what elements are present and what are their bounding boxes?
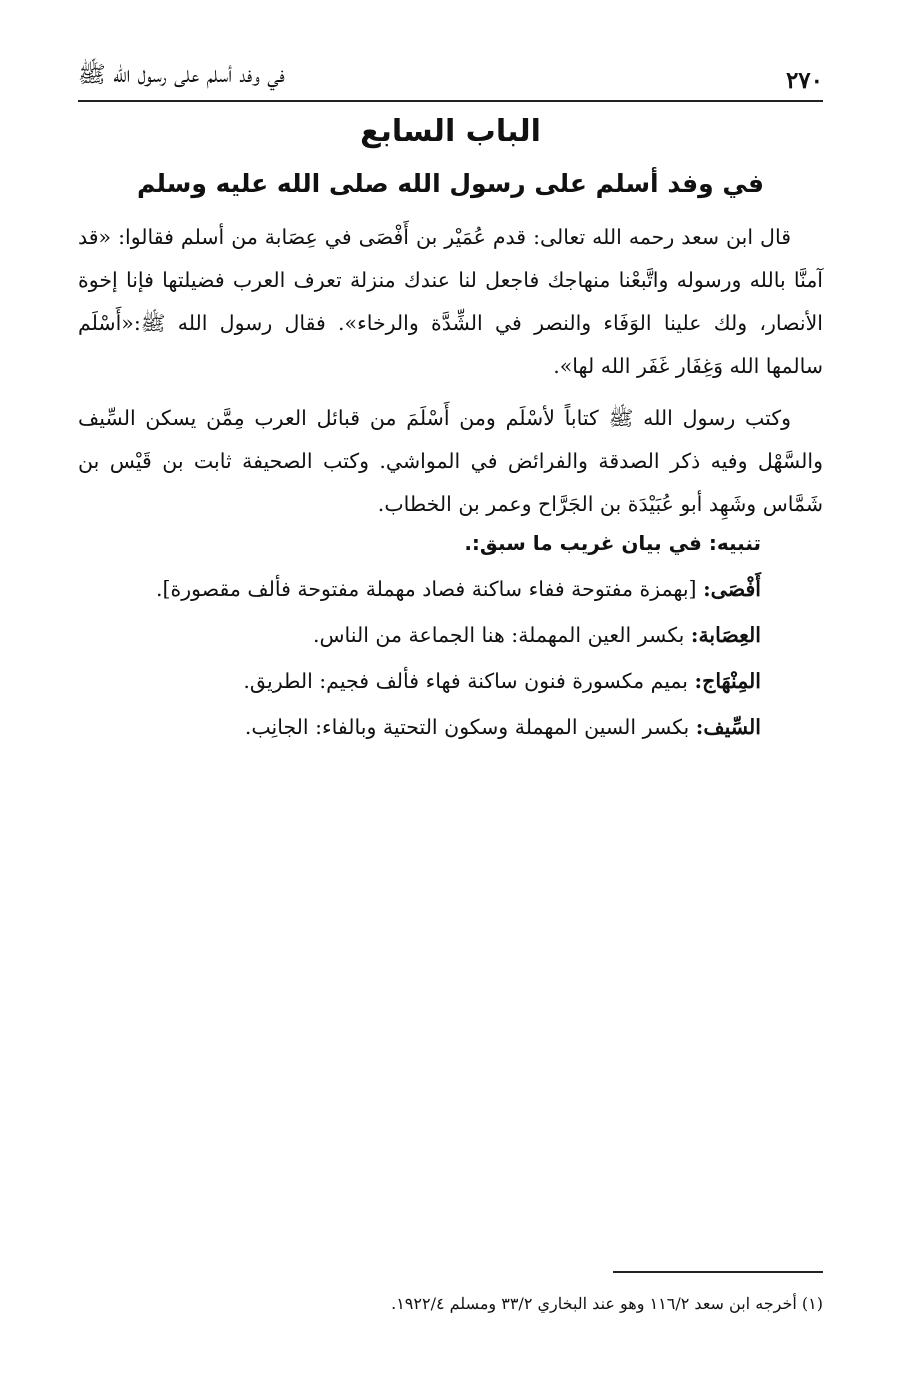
glossary-item	[78, 612, 761, 658]
glossary-term: العِصَابة:	[690, 623, 761, 647]
glossary-term: أَفْصَى:	[703, 577, 761, 601]
chapter-subtitle: في وفد أسلم على رسول الله صلى الله عليه وسلم	[136, 169, 765, 198]
glossary-item	[78, 658, 761, 704]
glossary-definition: بكسر العين المهملة: هنا الجماعة من الناس.	[312, 623, 691, 647]
glossary-definition: بكسر السين المهملة وسكون التحتية وبالفاء: الجانِب.	[244, 715, 696, 739]
footnote-divider	[613, 1271, 823, 1273]
glossary-notes	[78, 520, 761, 750]
page-number: ٢٧٠	[785, 67, 823, 94]
chapter-title: الباب السابع	[360, 114, 541, 149]
glossary-term: المِنْهَاج:	[694, 669, 761, 693]
glossary-definition: بميم مكسورة فنون ساكنة فهاء فألف فجيم: الطريق.	[243, 669, 695, 693]
paragraph: وكتب رسول الله ﷺ كتاباً لأسْلَم ومن أَسْلَمَ من قبائل العرب مِمَّن يسكن السِّيف والسَّهْل وفيه ذكر الصدقة والفرائض في المواشي. وكتب الصحيفة ثابت بن قَيْس بن شَمَّاس وشَهِد أبو عُبَيْدَة بن الجَرَّاح وعمر بن الخطاب.	[78, 406, 823, 516]
glossary-item	[78, 704, 761, 750]
running-title: في وفد أسلم على رسول الله ﷺ	[78, 62, 285, 88]
glossary-heading: تنبيه: في بيان غريب ما سبق:.	[464, 531, 761, 555]
paragraph: قال ابن سعد رحمه الله تعالى: قدم عُمَيْر بن أَفْصَى في عِصَابة من أسلم فقالوا: «قد آمنَّا بالله ورسوله واتَّبعْنا منهاجك فاجعل لنا عندك منزلة تعرف العرب فضيلتها فإنا إخوة الأنصار، ولك علينا الوَفَاء والنصر في الشِّدَّة والرخاء». فقال رسول الله ﷺ:«أَسْلَم سالمها الله وَغِفَار غَفَر الله لها».	[78, 225, 823, 378]
glossary-item	[78, 566, 761, 612]
glossary-definition: [بهمزة مفتوحة ففاء ساكنة فصاد مهملة مفتوحة فألف مقصورة].	[155, 577, 704, 601]
glossary-term: السِّيف:	[695, 715, 761, 739]
running-head	[78, 58, 823, 102]
body-text	[78, 216, 823, 526]
footnote: (١) أخرجه ابن سعد ١١٦/٢ وهو عند البخاري ٣٣/٢ ومسلم ١٩٢٢/٤.	[391, 1294, 823, 1313]
